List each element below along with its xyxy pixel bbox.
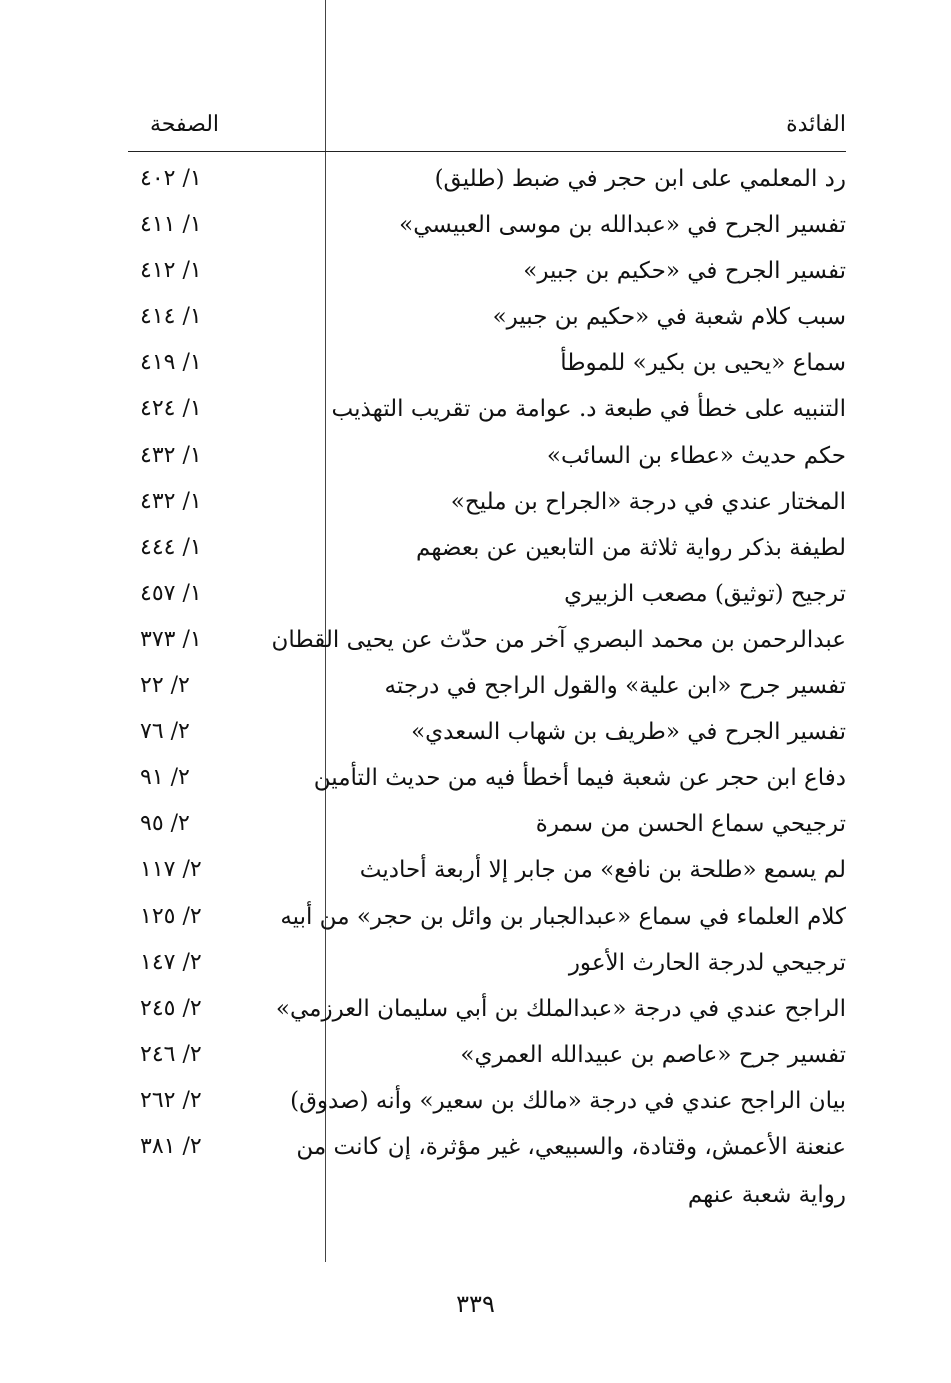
header-rule [128,151,846,152]
page-ref: ٢/ ١٢٥ [140,903,202,929]
benefit-text: رواية شعبة عنهم [687,1182,846,1209]
page-ref: ١/ ٤٢٤ [140,396,202,422]
table-row [0,433,951,479]
page-number: ٣٣٩ [456,1290,495,1318]
benefit-text: تفسير جرح «عاصم بن عبيدالله العمري» [460,1041,846,1068]
table-row [0,248,951,294]
table-row [0,1124,951,1170]
benefit-text: تفسير الجرح في «عبدالله بن موسى العبيسي» [399,212,846,239]
page-ref: ١/ ٣٧٣ [140,626,202,652]
benefit-text: دفاع ابن حجر عن شعبة فيما أخطأ فيه من حديث التأمين [313,765,846,792]
table-row [0,894,951,940]
page-ref: ١/ ٤٣٢ [140,442,202,468]
table-row [0,1032,951,1078]
page-ref: ٢/ ٢٦٢ [140,1087,202,1113]
benefit-text: تفسير الجرح في «حكيم بن جبير» [523,258,846,285]
page-ref: ١/ ٤١٩ [140,350,202,376]
table-row [0,571,951,617]
benefit-text: عبدالرحمن بن محمد البصري آخر من حدّث عن يحيى القطان [271,626,846,653]
table-row [0,755,951,801]
page-ref: ٢/ ٢٤٥ [140,995,202,1021]
table-row [0,617,951,663]
page-ref: ٢/ ٩١ [140,765,190,791]
page-column-header: الصفحة [150,112,220,137]
benefit-column-header: الفائدة [786,112,846,137]
benefit-text: تفسير الجرح في «طريف بن شهاب السعدي» [411,719,846,746]
table-row [0,986,951,1032]
index-table [0,156,951,1216]
table-row-continuation [0,1170,951,1216]
table-row [0,202,951,248]
benefit-text: الراجح عندي في درجة «عبدالملك بن أبي سليمان العرزمي» [275,995,846,1022]
benefit-text: ترجيحي سماع الحسن من سمرة [535,811,846,838]
benefit-text: سماع «يحيى بن بكير» للموطأ [560,350,846,377]
benefit-text: بيان الراجح عندي في درجة «مالك بن سعير» وأنه (صدوق) [290,1087,846,1114]
page-ref: ٢/ ٣٨١ [140,1133,202,1159]
page-ref: ٢/ ١٤٧ [140,949,202,975]
benefit-text: تفسير جرح «ابن علية» والقول الراجح في درجته [384,673,846,700]
table-row [0,525,951,571]
table-row [0,940,951,986]
benefit-text: لم يسمع «طلحة بن نافع» من جابر إلا أربعة أحاديث [359,857,846,884]
page-ref: ١/ ٤١١ [140,212,202,238]
page-ref: ١/ ٤٥٧ [140,580,202,606]
page-ref: ١/ ٤٠٢ [140,166,202,191]
table-row [0,801,951,847]
page-ref: ١/ ٤١٢ [140,258,202,284]
page-ref: ١/ ٤٣٢ [140,488,202,514]
page-ref: ٢/ ٢٤٦ [140,1041,202,1067]
table-row [0,156,951,202]
page-ref: ٢/ ٩٥ [140,811,190,837]
page-ref: ١/ ٤٤٤ [140,534,202,560]
table-row [0,340,951,386]
benefit-text: حكم حديث «عطاء بن السائب» [546,442,846,469]
benefit-text: المختار عندي في درجة «الجراح بن مليح» [450,488,846,515]
benefit-text: رد المعلمي على ابن حجر في ضبط (طليق) [434,166,846,192]
benefit-text: ترجيحي لدرجة الحارث الأعور [568,949,846,976]
benefit-text: عنعنة الأعمش، وقتادة، والسبيعي، غير مؤثرة، إن كانت من [296,1133,846,1160]
benefit-text: لطيفة بذكر رواية ثلاثة من التابعين عن بعضهم [416,534,846,561]
page-ref: ٢/ ٧٦ [140,719,190,745]
benefit-text: ترجيح (توثيق) مصعب الزبيري [564,580,846,607]
page-ref: ١/ ٤١٤ [140,304,202,330]
table-row [0,386,951,432]
table-row [0,709,951,755]
table-row [0,479,951,525]
table-row [0,294,951,340]
page-ref: ٢/ ١١٧ [140,857,202,883]
benefit-text: كلام العلماء في سماع «عبدالجبار بن وائل بن حجر» من أبيه [280,903,846,930]
benefit-text: سبب كلام شعبة في «حكيم بن جبير» [492,304,846,331]
page-ref: ٢/ ٢٢ [140,673,190,699]
benefit-text: التنبيه على خطأ في طبعة د. عوامة من تقريب التهذيب [331,396,846,423]
table-row [0,663,951,709]
table-row [0,1078,951,1124]
table-row [0,847,951,893]
